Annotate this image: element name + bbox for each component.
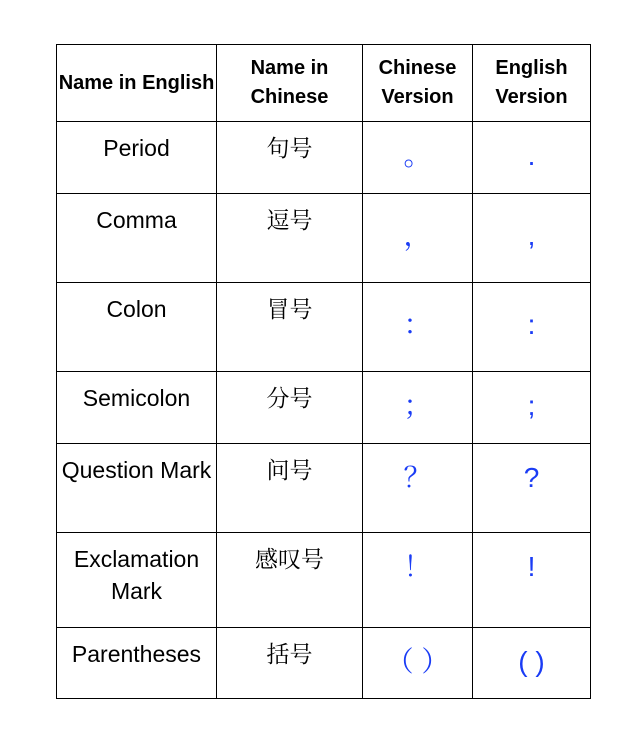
cell-text: 问号: [266, 457, 313, 483]
cell-name-chinese: [217, 122, 363, 194]
cell-text: 冒号: [266, 296, 313, 322]
cell-text: 句号: [266, 135, 313, 161]
cell-chinese-version: [363, 194, 473, 283]
cell-name-english: [57, 283, 217, 372]
cell-text: Colon: [106, 296, 167, 322]
cell-text: Period: [103, 135, 170, 161]
cell-symbol: !: [527, 551, 536, 582]
table-row: [57, 283, 591, 372]
cell-chinese-version: [363, 444, 473, 533]
cell-name-english: [57, 628, 217, 699]
cell-text: 感叹号: [255, 546, 324, 572]
table-row: [57, 533, 591, 628]
header-name-english: Name in English: [57, 45, 217, 122]
cell-symbol: ?: [523, 462, 540, 493]
header-row: [57, 45, 591, 122]
cell-text: Parentheses: [71, 641, 202, 667]
cell-symbol: ，: [403, 220, 432, 251]
table-row: [57, 194, 591, 283]
cell-symbol: ;: [527, 390, 536, 421]
cell-name-chinese: [217, 372, 363, 444]
cell-name-chinese: [217, 194, 363, 283]
cell-symbol: :: [527, 309, 536, 340]
table-row: [57, 444, 591, 533]
cell-english-version: [473, 444, 591, 533]
cell-name-english: [57, 372, 217, 444]
cell-text: 括号: [266, 641, 313, 667]
cell-symbol: ；: [403, 390, 432, 421]
cell-symbol: ：: [403, 309, 432, 340]
cell-symbol: ？: [403, 462, 432, 493]
cell-english-version: [473, 372, 591, 444]
cell-text: 逗号: [266, 207, 313, 233]
table-row: [57, 628, 591, 699]
table-row: [57, 372, 591, 444]
cell-name-english: [57, 122, 217, 194]
punctuation-table-container: [56, 44, 591, 699]
cell-text: Semicolon: [82, 385, 191, 411]
cell-english-version: [473, 628, 591, 699]
cell-chinese-version: [363, 372, 473, 444]
cell-text: 分号: [266, 385, 313, 411]
cell-name-chinese: [217, 283, 363, 372]
cell-chinese-version: [363, 122, 473, 194]
cell-english-version: [473, 283, 591, 372]
cell-name-chinese: [217, 533, 363, 628]
cell-text: Exclamation Mark: [73, 546, 200, 604]
header-chinese-version: Chinese Version: [363, 45, 473, 122]
punctuation-table: [56, 44, 591, 699]
header-english-version: English Version: [473, 45, 591, 122]
cell-name-chinese: [217, 444, 363, 533]
cell-name-chinese: [217, 628, 363, 699]
cell-chinese-version: [363, 533, 473, 628]
cell-symbol: 。: [403, 140, 432, 171]
cell-name-english: [57, 444, 217, 533]
cell-symbol: （ ）: [385, 646, 450, 677]
cell-symbol: .: [527, 140, 536, 171]
cell-symbol: ( ): [518, 646, 545, 677]
table-row: [57, 122, 591, 194]
cell-name-english: [57, 533, 217, 628]
cell-chinese-version: [363, 283, 473, 372]
cell-text: Comma: [96, 207, 177, 233]
cell-text: Question Mark: [61, 457, 212, 483]
cell-symbol: ！: [403, 551, 432, 582]
cell-english-version: [473, 194, 591, 283]
cell-chinese-version: [363, 628, 473, 699]
cell-name-english: [57, 194, 217, 283]
cell-english-version: [473, 122, 591, 194]
cell-english-version: [473, 533, 591, 628]
header-name-chinese: Name in Chinese: [217, 45, 363, 122]
cell-symbol: ,: [527, 220, 536, 251]
